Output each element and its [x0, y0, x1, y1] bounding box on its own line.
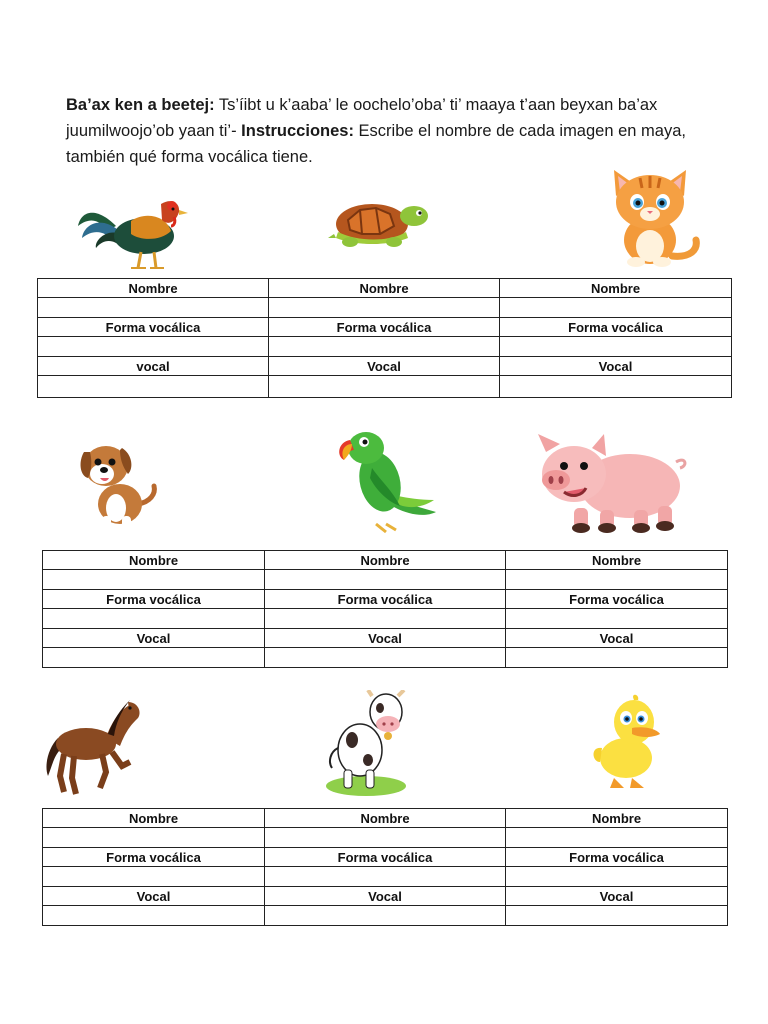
- worksheet-table-1: [37, 278, 732, 398]
- vowel-header: Vocal: [506, 629, 728, 648]
- vowel-form-header: Forma vocálica: [43, 848, 265, 867]
- table-header-row: [43, 590, 728, 609]
- maya-instructions-text: Ts’íibt u k’aaba’ le oochelo’oba’ ti’ maaya t’aan beyxan ba’ax juumilwoojo’ob yaan ti’-: [66, 96, 658, 140]
- vowel-form-header: Forma vocálica: [265, 848, 506, 867]
- vowel-header: Vocal: [500, 357, 732, 376]
- vowel-form-header: Forma vocálica: [265, 590, 506, 609]
- vowel-answer-cell[interactable]: [265, 906, 506, 926]
- vowel-answer-cell[interactable]: [43, 906, 265, 926]
- vowel-form-answer-cell[interactable]: [269, 337, 500, 357]
- name-answer-cell[interactable]: [43, 570, 265, 590]
- name-header: Nombre: [506, 551, 728, 570]
- vowel-header: vocal: [38, 357, 269, 376]
- vowel-form-answer-cell[interactable]: [506, 609, 728, 629]
- name-answer-row: [43, 570, 728, 590]
- vowel-answer-row: [43, 648, 728, 668]
- vowel-form-header: Forma vocálica: [269, 318, 500, 337]
- vowel-header: Vocal: [265, 629, 506, 648]
- name-answer-cell[interactable]: [265, 570, 506, 590]
- name-answer-row: [43, 828, 728, 848]
- vowel-answer-cell[interactable]: [265, 648, 506, 668]
- cat-image: [606, 168, 702, 270]
- vowel-form-answer-cell[interactable]: [265, 867, 506, 887]
- name-header: Nombre: [43, 809, 265, 828]
- table-header-row: [38, 357, 732, 376]
- name-answer-cell[interactable]: [269, 298, 500, 318]
- vowel-form-header: Forma vocálica: [506, 848, 728, 867]
- name-answer-cell[interactable]: [506, 828, 728, 848]
- table-header-row: [43, 629, 728, 648]
- name-answer-cell[interactable]: [500, 298, 732, 318]
- vowel-answer-cell[interactable]: [269, 376, 500, 398]
- vowel-header: Vocal: [506, 887, 728, 906]
- vowel-answer-row: [43, 906, 728, 926]
- name-header: Nombre: [265, 809, 506, 828]
- name-header: Nombre: [269, 279, 500, 298]
- dog-image: [76, 436, 160, 534]
- table-header-row: [43, 551, 728, 570]
- parrot-image: [336, 428, 440, 534]
- table-header-row: [43, 809, 728, 828]
- vowel-answer-cell[interactable]: [43, 648, 265, 668]
- name-answer-cell[interactable]: [265, 828, 506, 848]
- name-answer-cell[interactable]: [506, 570, 728, 590]
- name-header: Nombre: [43, 551, 265, 570]
- vowel-form-header: Forma vocálica: [506, 590, 728, 609]
- name-answer-cell[interactable]: [38, 298, 269, 318]
- vowel-form-header: Forma vocálica: [500, 318, 732, 337]
- instructions-paragraph: [66, 92, 706, 170]
- vowel-form-answer-row: [43, 867, 728, 887]
- name-header: Nombre: [506, 809, 728, 828]
- vowel-form-answer-cell[interactable]: [506, 867, 728, 887]
- vowel-header: Vocal: [265, 887, 506, 906]
- worksheet-table-2: [42, 550, 728, 668]
- horse-image: [42, 696, 142, 798]
- pig-image: [534, 432, 690, 534]
- vowel-answer-row: [38, 376, 732, 398]
- vowel-form-answer-cell[interactable]: [43, 867, 265, 887]
- turtle-image: [328, 196, 432, 252]
- vowel-form-answer-cell[interactable]: [265, 609, 506, 629]
- spanish-instructions-text: Escribe el nombre de cada imagen en maya, también qué forma vocálica tiene.: [66, 122, 686, 166]
- vowel-form-answer-cell[interactable]: [38, 337, 269, 357]
- table-header-row: [43, 848, 728, 867]
- vowel-form-header: Forma vocálica: [43, 590, 265, 609]
- table-header-row: [43, 887, 728, 906]
- vowel-form-answer-row: [38, 337, 732, 357]
- vowel-form-header: Forma vocálica: [38, 318, 269, 337]
- duck-image: [590, 692, 672, 792]
- spanish-instructions-label: Instrucciones:: [241, 122, 354, 140]
- vowel-answer-cell[interactable]: [506, 648, 728, 668]
- vowel-form-answer-row: [43, 609, 728, 629]
- name-header: Nombre: [500, 279, 732, 298]
- vowel-header: Vocal: [43, 629, 265, 648]
- name-header: Nombre: [265, 551, 506, 570]
- name-answer-cell[interactable]: [43, 828, 265, 848]
- maya-instructions-label: Ba’ax ken a beetej:: [66, 96, 215, 114]
- name-answer-row: [38, 298, 732, 318]
- vowel-answer-cell[interactable]: [38, 376, 269, 398]
- name-header: Nombre: [38, 279, 269, 298]
- vowel-header: Vocal: [43, 887, 265, 906]
- vowel-answer-cell[interactable]: [506, 906, 728, 926]
- table-header-row: [38, 318, 732, 337]
- worksheet-table-3: [42, 808, 728, 926]
- table-header-row: [38, 279, 732, 298]
- vowel-form-answer-cell[interactable]: [500, 337, 732, 357]
- vowel-form-answer-cell[interactable]: [43, 609, 265, 629]
- cow-image: [324, 690, 408, 800]
- vowel-answer-cell[interactable]: [500, 376, 732, 398]
- vowel-header: Vocal: [269, 357, 500, 376]
- rooster-image: [76, 186, 192, 272]
